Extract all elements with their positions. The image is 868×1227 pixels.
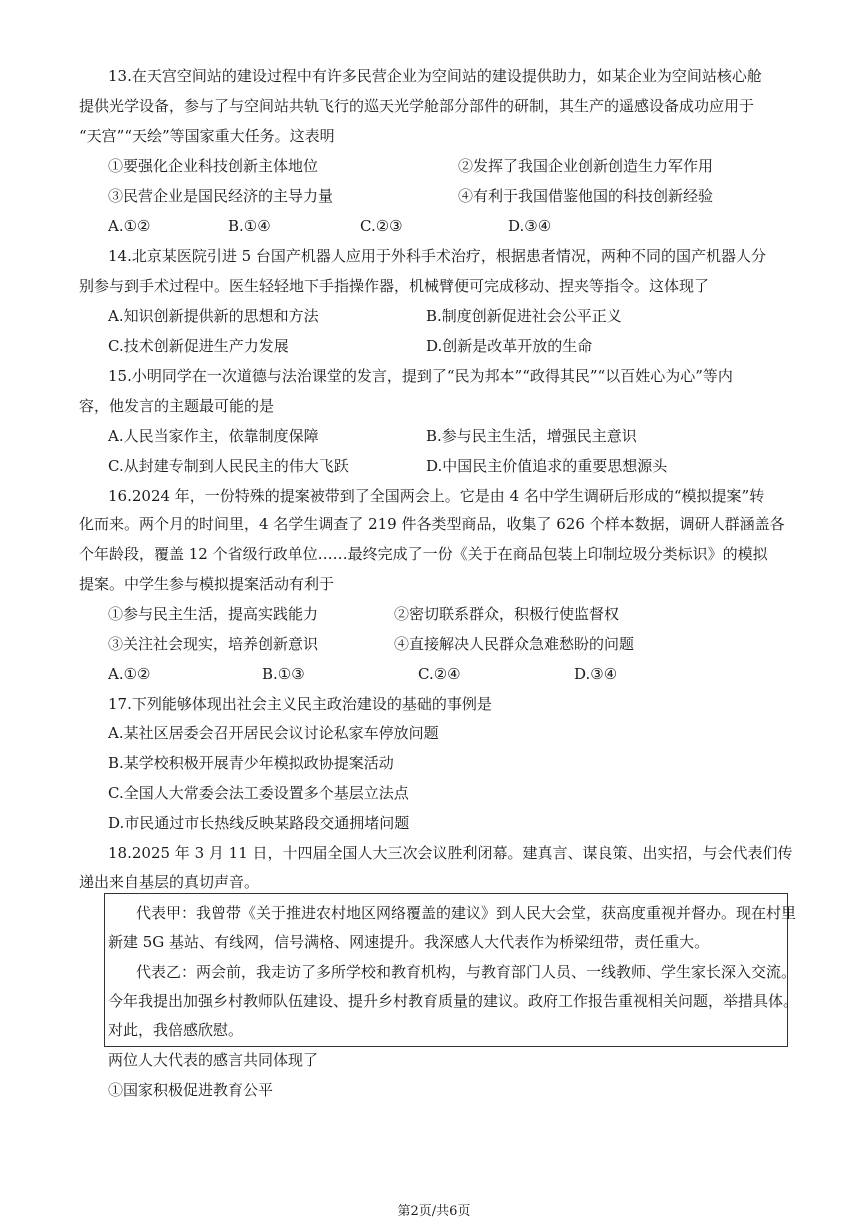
quote-line-3: 代表乙：两会前，我走访了多所学校和教育机构，与教育部门人员、一线教师、学生家长深入交流。 (136, 963, 797, 981)
q17-option-d: D.市民通过市长热线反映某路段交通拥堵问题 (108, 814, 410, 832)
q14-option-b: B.制度创新促进社会公平正义 (426, 307, 622, 325)
q16-option-c: C.②④ (418, 665, 461, 683)
q15-option-d: D.中国民主价值追求的重要思想源头 (426, 457, 668, 475)
q13-stem-line-1: 13.在天宫空间站的建设过程中有许多民营企业为空间站的建设提供助力，如某企业为空间站核心舱 (108, 67, 762, 85)
q16-option-d: D.③④ (574, 665, 618, 683)
q13-option-c: C.②③ (360, 217, 403, 235)
q13-stem-line-3: “天宫”“天绘”等国家重大任务。这表明 (79, 127, 335, 145)
q18-statement-1: ①国家积极促进教育公平 (108, 1081, 274, 1099)
q13-statement-3: ③民营企业是国民经济的主导力量 (108, 187, 334, 205)
q16-option-a: A.①② (108, 665, 151, 683)
q16-stem-line-4: 提案。中学生参与模拟提案活动有利于 (79, 575, 335, 593)
q14-stem-line-1: 14.北京某医院引进 5 台国产机器人应用于外科手术治疗，根据患者情况，两种不同的国产机器人分 (108, 247, 766, 265)
q14-option-c: C.技术创新促进生产力发展 (108, 337, 289, 355)
q16-statement-3: ③关注社会现实，培养创新意识 (108, 635, 319, 653)
q13-option-d: D.③④ (508, 217, 552, 235)
q15-option-a: A.人民当家作主，依靠制度保障 (108, 427, 319, 445)
q15-option-b: B.参与民主生活，增强民主意识 (426, 427, 637, 445)
q16-statement-2: ②密切联系群众，积极行使监督权 (394, 605, 620, 623)
quote-line-4: 今年我提出加强乡村教师队伍建设、提升乡村教育质量的建议。政府工作报告重视相关问题，举措具体。 (108, 992, 799, 1010)
q14-stem-line-2: 别参与到手术过程中。医生轻轻地下手指操作器，机械臂便可完成移动、捏夹等指令。这体现了 (79, 277, 710, 295)
page-footer: 第2页/共6页 (397, 1204, 471, 1219)
q13-option-b: B.①④ (228, 217, 271, 235)
q17-option-a: A.某社区居委会召开居民会议讨论私家车停放问题 (108, 724, 439, 742)
q16-option-b: B.①③ (262, 665, 305, 683)
quote-line-2: 新建 5G 基站、有线网，信号满格、网速提升。我深感人大代表作为桥梁纽带，责任重大。 (108, 933, 710, 951)
q18-after-text: 两位人大代表的感言共同体现了 (108, 1051, 319, 1069)
q16-stem-line-3: 个年龄段，覆盖 12 个省级行政单位……最终完成了一份《关于在商品包装上印制垃圾分类标识》的模拟 (79, 545, 768, 563)
quote-line-5: 对此，我倍感欣慰。 (108, 1021, 244, 1039)
q16-statement-1: ①参与民主生活，提高实践能力 (108, 605, 319, 623)
q16-statement-4: ④直接解决人民群众急难愁盼的问题 (394, 635, 635, 653)
q14-option-a: A.知识创新提供新的思想和方法 (108, 307, 319, 325)
q15-option-c: C.从封建专制到人民民主的伟大飞跃 (108, 457, 349, 475)
quote-line-1: 代表甲：我曾带《关于推进农村地区网络覆盖的建议》到人民大会堂，获高度重视并督办。现在村里 (136, 904, 797, 922)
q17-stem: 17.下列能够体现出社会主义民主政治建设的基础的事例是 (108, 695, 492, 713)
q13-statement-1: ①要强化企业科技创新主体地位 (108, 157, 319, 175)
q13-statement-4: ④有利于我国借鉴他国的科技创新经验 (458, 187, 714, 205)
q18-stem-line-1: 18.2025 年 3 月 11 日，十四届全国人大三次会议胜利闭幕。建真言、谋良策、出实招，与会代表们传 (108, 844, 793, 862)
q16-stem-line-2: 化而来。两个月的时间里，4 名学生调查了 219 件各类型商品，收集了 626 个样本数据，调研人群涵盖各 (79, 515, 785, 533)
q15-stem-line-1: 15.小明同学在一次道德与法治课堂的发言，提到了“民为邦本”“政得其民”“以百姓心为心”等内 (108, 367, 733, 385)
q17-option-c: C.全国人大常委会法工委设置多个基层立法点 (108, 784, 409, 802)
q18-stem-line-2: 递出来自基层的真切声音。 (79, 873, 260, 891)
q14-option-d: D.创新是改革开放的生命 (426, 337, 593, 355)
q13-statement-2: ②发挥了我国企业创新创造生力军作用 (458, 157, 714, 175)
q16-stem-line-1: 16.2024 年，一份特殊的提案被带到了全国两会上。它是由 4 名中学生调研后形成的“模拟提案”转 (108, 487, 765, 505)
q15-stem-line-2: 容，他发言的主题最可能的是 (79, 397, 275, 415)
q13-option-a: A.①② (108, 217, 151, 235)
q17-option-b: B.某学校积极开展青少年模拟政协提案活动 (108, 754, 394, 772)
q13-stem-line-2: 提供光学设备，参与了与空间站共轨飞行的巡天光学舱部分部件的研制，其生产的遥感设备成功应用于 (79, 97, 755, 115)
